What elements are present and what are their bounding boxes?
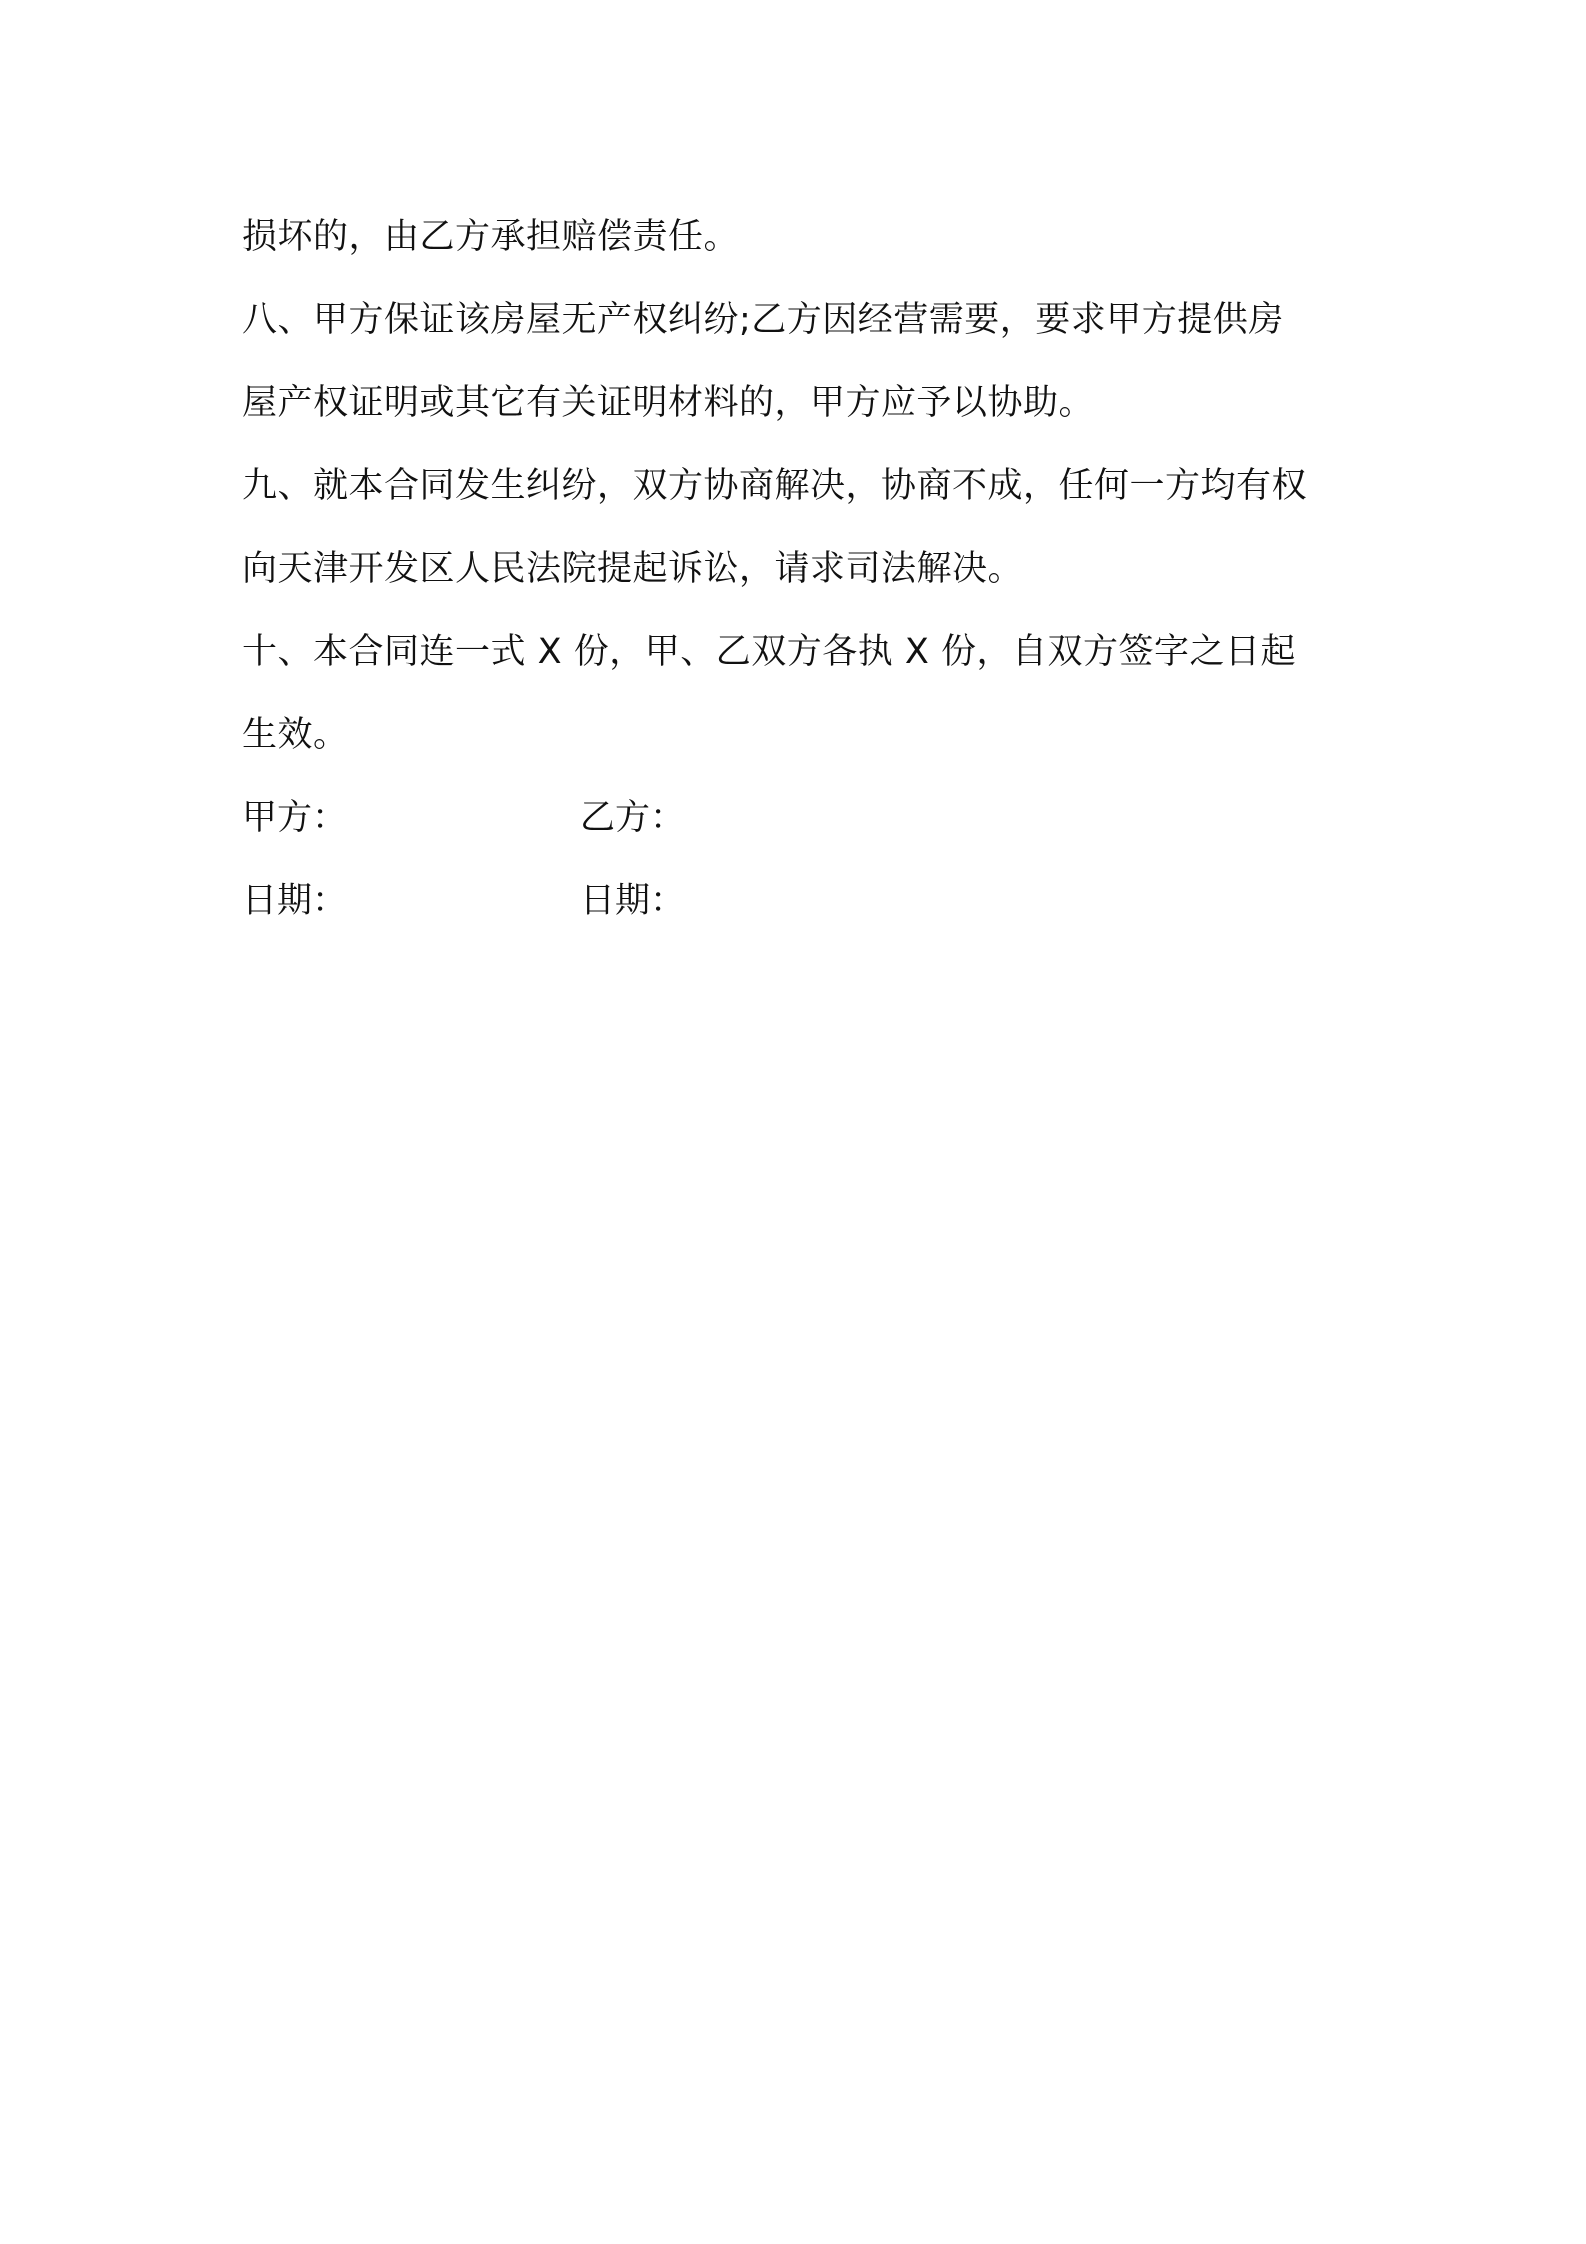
date-row — [242, 860, 1362, 943]
party-a-date-label: 日期： — [242, 881, 348, 921]
contract-body — [242, 196, 1362, 943]
clause-10-line-1: 十、本合同连一式 X 份，甲、乙双方各执 X 份，自双方签字之日起 — [242, 632, 1296, 672]
clause-9-line-2: 向天津开发区人民法院提起诉讼，请求司法解决。 — [242, 549, 1024, 589]
clause-8-line-1: 八、甲方保证该房屋无产权纠纷;乙方因经营需要，要求甲方提供房 — [242, 300, 1284, 340]
party-b-date-label: 日期： — [580, 881, 686, 921]
clause-10-line-2: 生效。 — [242, 715, 349, 755]
clause-8-line-2: 屋产权证明或其它有关证明材料的，甲方应予以协助。 — [242, 383, 1095, 423]
signature-row — [242, 777, 1362, 860]
party-b-label: 乙方： — [580, 798, 686, 838]
clause-9-line-1: 九、就本合同发生纠纷，双方协商解决，协商不成，任何一方均有权 — [242, 466, 1308, 506]
clause-7-continuation: 损坏的，由乙方承担赔偿责任。 — [242, 217, 740, 257]
party-a-label: 甲方： — [242, 798, 348, 838]
